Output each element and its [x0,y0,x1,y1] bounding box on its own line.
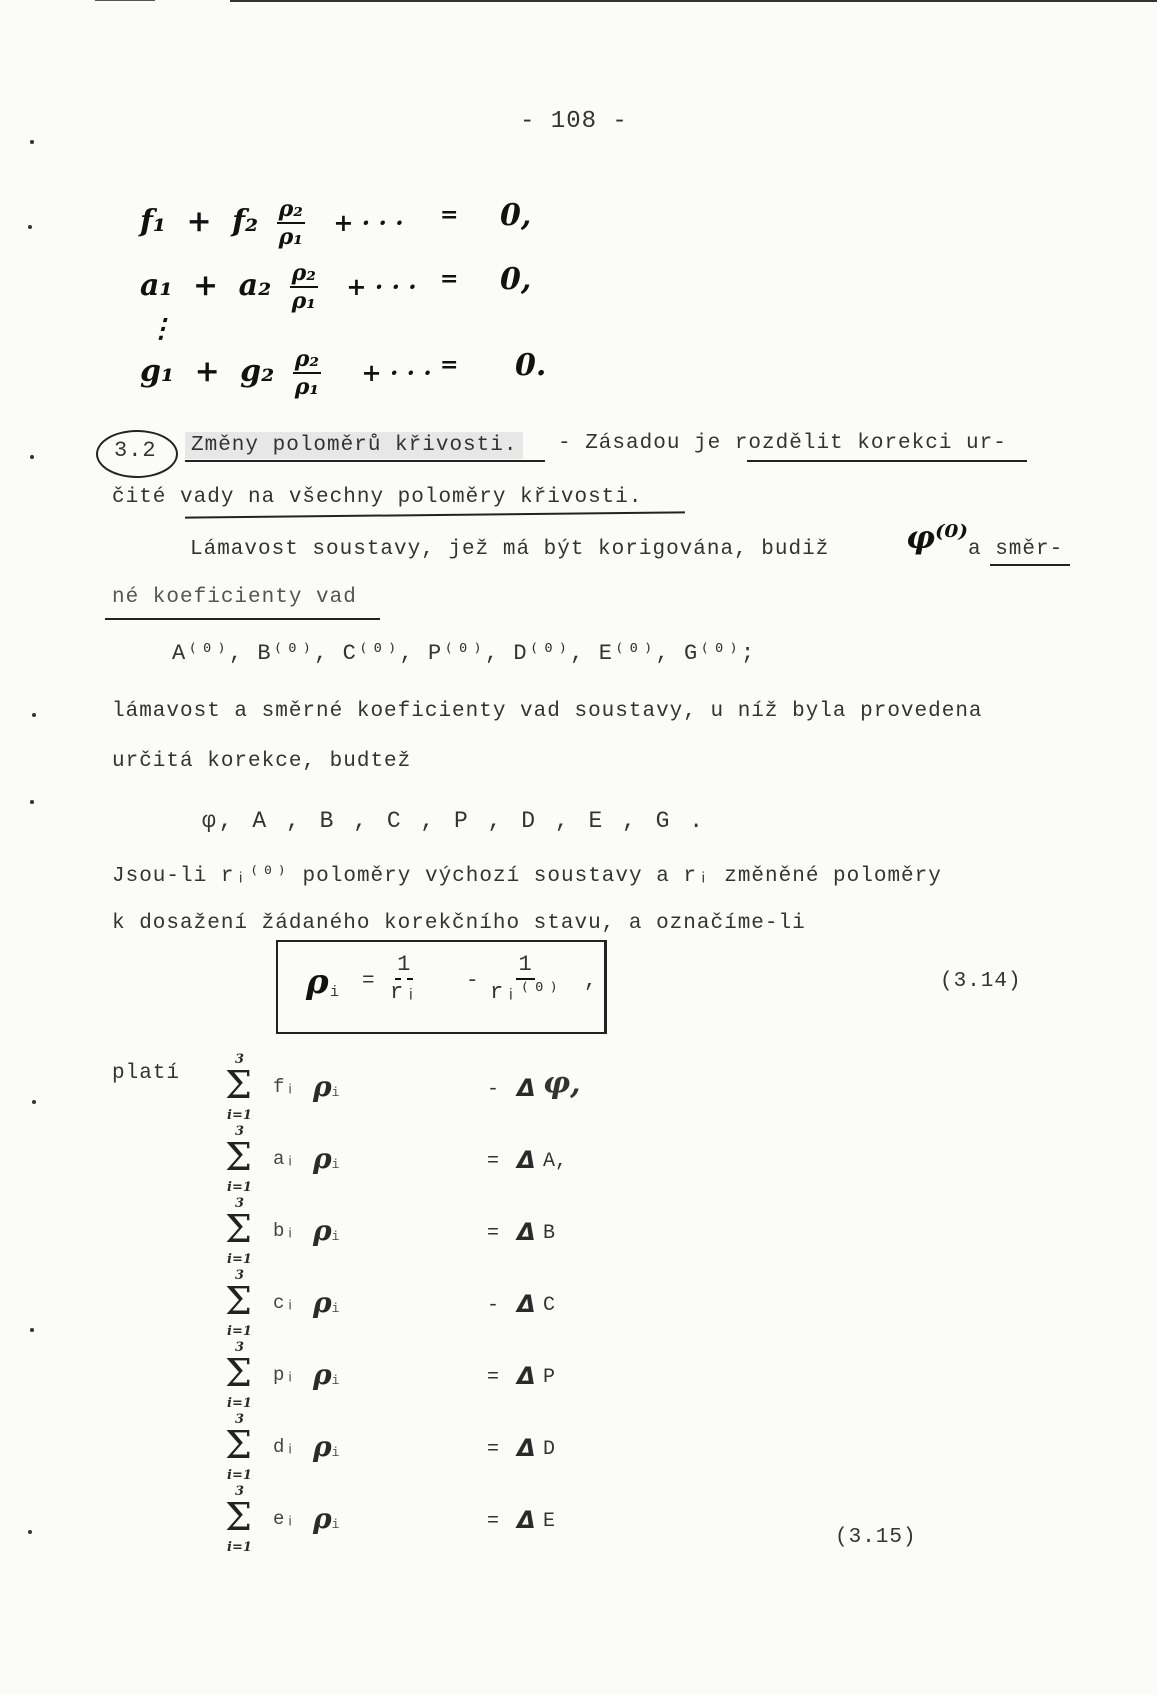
sum-rhs: C [543,1294,556,1317]
coefficients-original: A⁽⁰⁾, B⁽⁰⁾, C⁽⁰⁾, P⁽⁰⁾, D⁽⁰⁾, E⁽⁰⁾, G⁽⁰⁾; [172,641,756,666]
underline-koeficienty [105,618,380,620]
para2-line2: určitá korekce, budtež [112,750,412,773]
margin-mark [30,1328,34,1332]
eq3-b: g₂ [240,354,275,389]
delta-icon: Δ [517,1074,536,1102]
boxed-frac2 [490,954,561,1004]
para1-line1-end: a směr- [968,538,1064,561]
margin-mark [30,455,34,459]
sum-row-e [225,1484,645,1554]
rho-symbol: ρi [313,1502,340,1535]
sum-rhs: B [543,1222,556,1245]
sum-row-c [225,1268,645,1338]
sum-rhs: D [543,1438,556,1461]
eq3-num: ρ₂ [294,346,320,372]
rho-symbol: ρi [313,1286,340,1319]
sum-row-b [225,1196,645,1266]
eq2-num: ρ₂ [291,260,316,286]
rho-symbol: ρi [313,1070,340,1103]
sum-equals: = [487,1438,500,1461]
margin-mark [32,713,36,717]
sum-coefficient: aᵢ [273,1148,296,1170]
margin-mark [30,140,34,144]
sigma-icon: Σ [225,1135,252,1179]
eq2-fraction [290,262,318,312]
delta-icon: Δ [517,1362,536,1390]
boxed-rho-sub: i [330,984,341,1001]
sum-lower-limit: i=1 [227,1540,252,1555]
eq3-equals: = [440,352,459,378]
sum-upper-limit: 3 [235,1196,245,1211]
sum-rhs: E [543,1510,556,1533]
sum-equals: - [487,1078,500,1101]
vertical-dots: ⋮ [148,314,174,344]
margin-mark [30,800,34,804]
sum-upper-limit: 3 [235,1340,245,1355]
para3-line2: k dosažení žádaného korekčního stavu, a označíme-li [112,912,806,935]
sum-coefficient: cᵢ [273,1292,296,1314]
underline-vsechny [185,511,685,518]
rho-subscript: i [331,1373,340,1388]
sigma-icon: Σ [225,1495,252,1539]
plus-sign: + [193,268,219,303]
sum-lower-limit: i=1 [227,1252,252,1267]
eq1-num: ρ₂ [278,196,303,222]
sigma-icon: Σ [225,1351,252,1395]
rho-subscript: i [331,1445,340,1460]
rho-symbol: ρi [313,1358,340,1391]
para1-line1: Lámavost soustavy, jež má být korigována, budiž [190,538,830,561]
sum-lower-limit: i=1 [227,1108,252,1123]
rho-symbol: ρi [313,1142,340,1175]
eq1-b: f₂ [232,204,259,239]
underline-rozdelit [747,460,1027,462]
sum-rhs: φ, [543,1066,581,1101]
sum-lower-limit: i=1 [227,1468,252,1483]
sigma-icon: Σ [225,1423,252,1467]
section-line2: čité vady na všechny poloměry křivosti. [112,486,643,509]
sum-coefficient: dᵢ [273,1436,296,1458]
para3-line1: Jsou-li rᵢ⁽⁰⁾ poloměry výchozí soustavy a rᵢ změněné poloměry [112,865,942,888]
sum-upper-limit: 3 [235,1268,245,1283]
rho-symbol: ρi [313,1214,340,1247]
sum-upper-limit: 3 [235,1052,245,1067]
rho-symbol: ρi [313,1430,340,1463]
rho-subscript: i [331,1229,340,1244]
boxed-den1: rᵢ [390,980,419,1005]
sum-upper-limit: 3 [235,1124,245,1139]
eq1-rhs: 0, [500,198,532,233]
rho-subscript: i [331,1517,340,1532]
sigma-icon: Σ [225,1063,252,1107]
sum-equals: = [487,1510,500,1533]
eq2-b: a₂ [238,268,272,303]
equation-label-315: (3.15) [835,1526,917,1549]
sum-row-d [225,1412,645,1482]
eq1-dots: + · · · [333,208,404,237]
sum-lower-limit: i=1 [227,1180,252,1195]
equation-label-314: (3.14) [940,970,1022,993]
top-rule [230,0,1157,2]
section-title: Změny poloměrů křivosti. [185,432,523,459]
para1-line2: né koeficienty vad [112,586,357,609]
para2-line1: lámavost a směrné koeficienty vad soustavy, u níž byla provedena [112,700,983,723]
section-line1: - Zásadou je rozdělit korekci ur- [558,432,1007,455]
sum-equals: = [487,1366,500,1389]
eq2-dots: + · · · [346,272,417,301]
section-title-underline [185,460,545,462]
plus-sign: + [194,354,220,389]
delta-icon: Δ [517,1290,536,1318]
delta-icon: Δ [517,1506,536,1534]
sigma-icon: Σ [225,1207,252,1251]
boxed-num1: 1 [395,954,413,980]
sum-lower-limit: i=1 [227,1324,252,1339]
equation-system [140,198,620,458]
rho-subscript: i [331,1301,340,1316]
plus-sign: + [186,204,212,239]
eq3-fraction [293,348,321,398]
sum-coefficient: pᵢ [273,1364,296,1386]
page-number: - 108 - [520,108,628,135]
boxed-rho: ρ [306,962,329,1002]
sum-coefficient: fᵢ [273,1076,296,1098]
underline-smer [990,564,1070,566]
equation-row-3 [140,346,547,400]
eq3-a: g₁ [140,354,175,389]
eq3-den: ρ₁ [294,374,320,400]
rho-subscript: i [331,1157,340,1172]
sum-equals: - [487,1294,500,1317]
delta-icon: Δ [517,1146,536,1174]
sum-coefficient: bᵢ [273,1220,296,1242]
delta-icon: Δ [517,1434,536,1462]
boxed-equation [276,940,607,1034]
boxed-equals: = [362,970,376,993]
eq1-den: ρ₁ [278,224,303,250]
margin-mark [28,1530,32,1534]
boxed-minus: - [466,970,480,993]
sum-upper-limit: 3 [235,1412,245,1427]
eq2-den: ρ₁ [291,288,316,314]
eq3-dots: + · · · [361,358,432,387]
sum-equals: = [487,1150,500,1173]
sum-rhs: P [543,1366,556,1389]
section-number: 3.2 [114,438,157,463]
phi-zero: φ⁽⁰⁾ [906,518,969,556]
boxed-num2: 1 [516,954,534,980]
sum-rhs: A, [543,1150,568,1173]
sum-row-p [225,1340,645,1410]
plati-label: platí [112,1062,181,1085]
boxed-comma: , [584,970,598,993]
eq1-a: f₁ [140,204,167,239]
eq2-rhs: 0, [500,262,532,297]
margin-mark [32,1100,36,1104]
sigma-icon: Σ [225,1279,252,1323]
eq3-rhs: 0. [515,348,547,383]
sum-row-f [225,1052,645,1122]
delta-icon: Δ [517,1218,536,1246]
eq1-fraction [277,198,305,248]
equation-row-2 [140,260,532,314]
equation-row-1 [140,196,532,250]
boxed-frac1 [390,954,418,1004]
sum-upper-limit: 3 [235,1484,245,1499]
sum-coefficient: eᵢ [273,1508,296,1530]
rho-subscript: i [331,1085,340,1100]
eq2-equals: = [440,266,459,292]
eq2-a: a₁ [140,268,173,303]
margin-mark [28,225,32,229]
sum-equals: = [487,1222,500,1245]
top-rule-left [95,0,155,1]
boxed-den2: rᵢ⁽⁰⁾ [490,980,562,1005]
coefficients-corrected: φ, A , B , C , P , D , E , G . [202,808,707,834]
eq1-equals: = [440,202,459,228]
sum-lower-limit: i=1 [227,1396,252,1411]
sum-row-a [225,1124,645,1194]
